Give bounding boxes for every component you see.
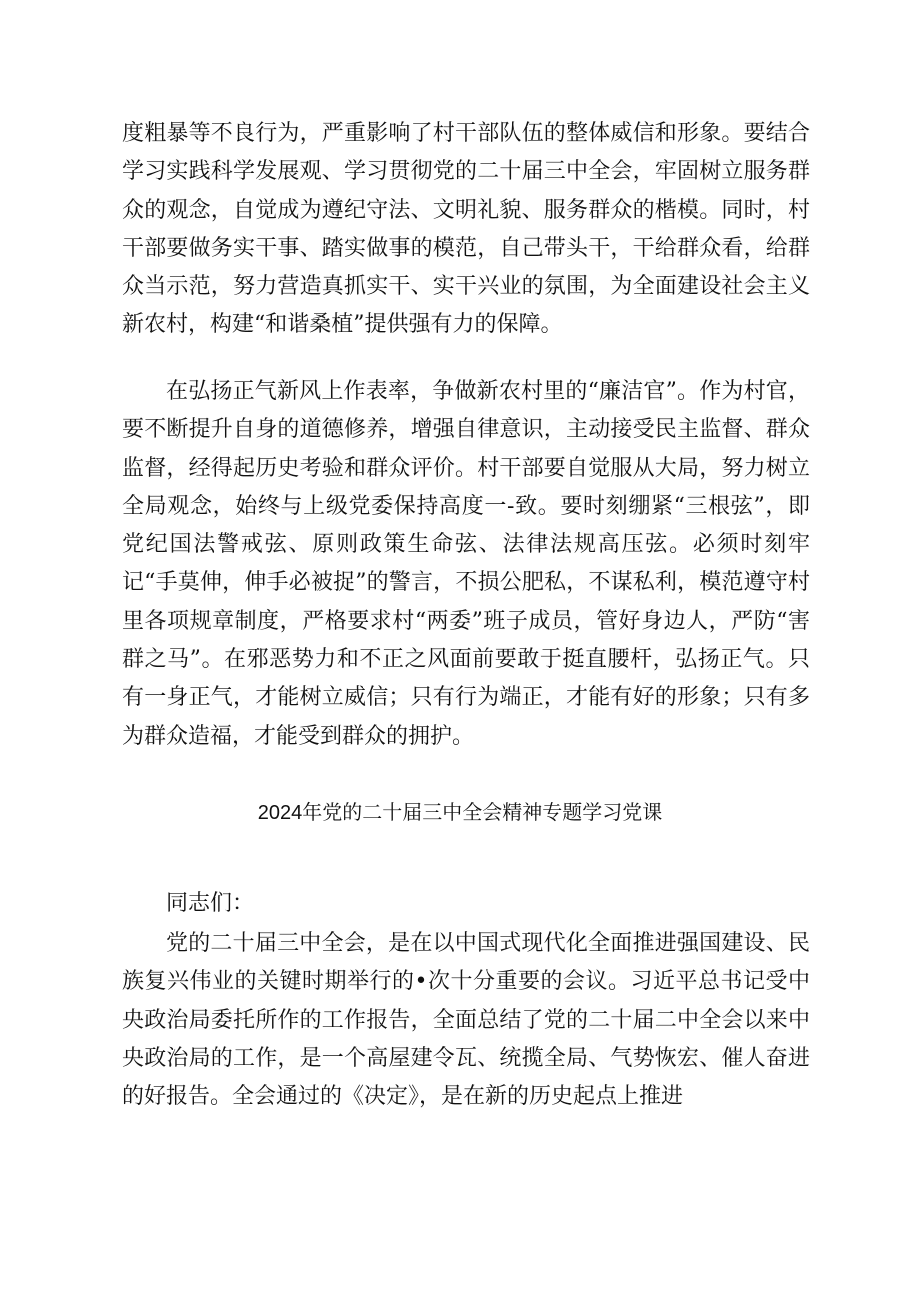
section-heading: 2024年党的二十届三中全会精神专题学习党课 bbox=[257, 802, 663, 824]
body-paragraph-3 bbox=[122, 925, 810, 1116]
paragraph-text: 度粗暴等不良行为，严重影响了村干部队伍的整体威信和形象。要结合学习实践科学发展观、学习贯彻党的二十届三中全会，牢固树立服务群众的观念，自觉成为遵纪守法、文明礼貌、服务群众的楷模。同时，村干部要做务实干事、踏实做事的模范，自己带头干，干给群众看，给群众当示范，努力营造真抓实干、实干兴业的氛围，为全面建设社会主义新农村，构建“和谐桑植”提供强有力的保障。 bbox=[122, 121, 810, 338]
salutation bbox=[122, 885, 810, 923]
body-paragraph-2 bbox=[122, 373, 810, 756]
body-paragraph-1 bbox=[122, 115, 810, 345]
paragraph-text: 在弘扬正气新风上作表率，争做新农村里的“廉洁官”。作为村官，要不断提升自身的道德修养，增强自律意识，主动接受民主监督、群众监督，经得起历史考验和群众评价。村干部要自觉服从大局，努力树立全局观念，始终与上级党委保持高度一-致。要时刻绷紧“三根弦”，即党纪国法警戒弦、原则政策生命弦、法律法规高压弦。必须时刻牢记“手莫伸，伸手必被捉”的警言，不损公肥私，不谋私利，模范遵守村里各项规章制度，严格要求村“两委”班子成员，管好身边人，严防“害群之马”。在邪恶势力和不正之风面前要敢于挺直腰杆，弘扬正气。只有一身正气，才能树立威信；只有行为端正，才能有好的形象；只有多为群众造福，才能受到群众的拥护。 bbox=[122, 379, 810, 749]
paragraph-text: 党的二十届三中全会，是在以中国式现代化全面推进强国建设、民族复兴伟业的关键时期举行的•次十分重要的会议。习近平总书记受中央政治局委托所作的工作报告，全面总结了党的二十届二中全会以来中央政治局的工作，是一个高屋建令瓦、统揽全局、气势恢宏、催人奋进的好报告。全会通过的《决定》，是在新的历史起点上推进 bbox=[122, 931, 810, 1110]
salutation-text: 同志们： bbox=[166, 891, 255, 916]
